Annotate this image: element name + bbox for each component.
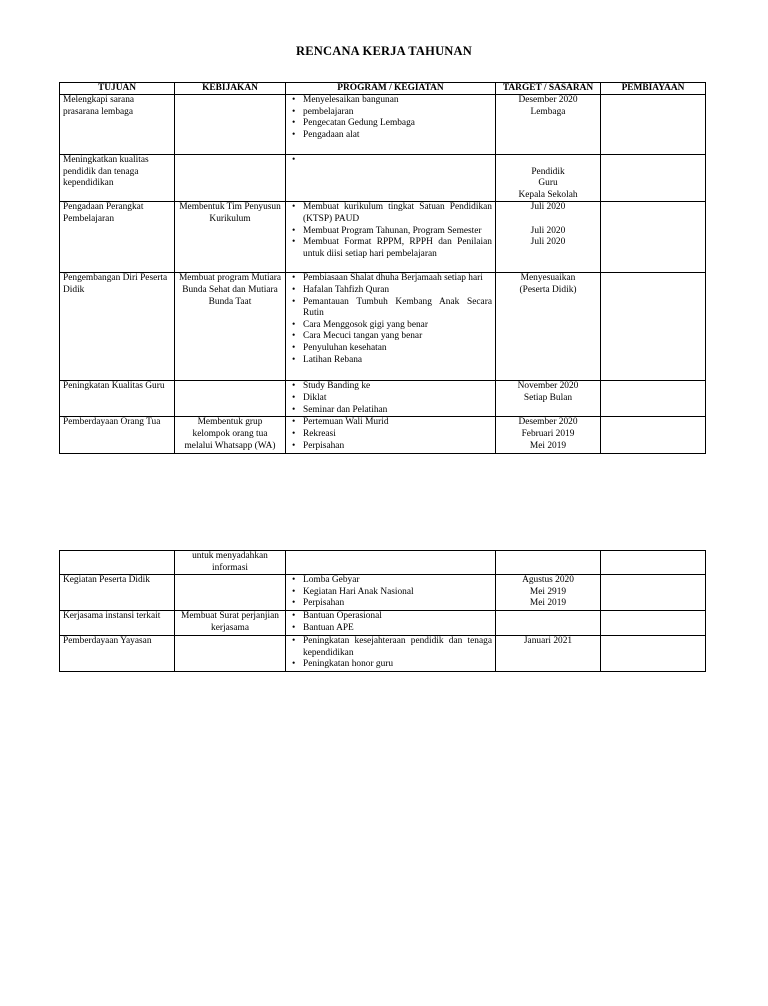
table-row bbox=[60, 202, 706, 273]
target-line bbox=[499, 214, 597, 226]
program-item: • Peningkatan honor guru bbox=[303, 659, 492, 671]
program-list bbox=[289, 611, 492, 634]
cell-pembiayaan bbox=[601, 381, 706, 417]
program-list bbox=[289, 636, 492, 671]
cell-target bbox=[496, 635, 601, 671]
cell-kebijakan bbox=[175, 95, 286, 155]
table-row bbox=[60, 95, 706, 155]
cell-pembiayaan bbox=[601, 635, 706, 671]
table-row bbox=[60, 273, 706, 381]
cell-target bbox=[496, 95, 601, 155]
cell-program bbox=[286, 381, 496, 417]
cell-program bbox=[286, 95, 496, 155]
table-row bbox=[60, 610, 706, 635]
cell-pembiayaan bbox=[601, 551, 706, 575]
header-tujuan: TUJUAN bbox=[60, 83, 175, 95]
program-item: • Pembiasaan Shalat dhuha Berjamaah setiap hari bbox=[303, 273, 492, 285]
program-item: • Seminar dan Pelatihan bbox=[303, 405, 492, 417]
target-line: Juli 2020 bbox=[530, 237, 566, 248]
cell-kebijakan: Membuat Surat perjanjian kerjasama bbox=[175, 610, 286, 635]
program-list bbox=[289, 417, 492, 452]
cell-program bbox=[286, 575, 496, 611]
program-item: • Pertemuan Wali Murid bbox=[303, 417, 492, 429]
cell-target bbox=[496, 155, 601, 202]
target-line: Desember 2020 bbox=[518, 95, 578, 105]
target-line: Agustus 2020 bbox=[522, 575, 574, 586]
cell-program bbox=[286, 610, 496, 635]
header-program: PROGRAM / KEGIATAN bbox=[286, 83, 496, 95]
program-list bbox=[289, 273, 492, 366]
target-line: Januari 2021 bbox=[523, 635, 573, 646]
cell-kebijakan bbox=[175, 381, 286, 417]
program-item: • Rekreasi bbox=[303, 429, 492, 441]
cell-kebijakan: untuk menyadahkan informasi bbox=[175, 551, 286, 575]
cell-kebijakan bbox=[175, 575, 286, 611]
target-line bbox=[499, 155, 597, 167]
cell-tujuan: Kegiatan Peserta Didik bbox=[60, 575, 175, 611]
cell-tujuan: Melengkapi sarana prasarana lembaga bbox=[60, 95, 175, 155]
program-item: • Perpisahan bbox=[303, 441, 492, 453]
target-line: Mei 2019 bbox=[529, 598, 567, 609]
program-item: • Cara Mecuci tangan yang benar bbox=[303, 331, 492, 343]
program-item: • Kegiatan Hari Anak Nasional bbox=[303, 587, 492, 599]
cell-target bbox=[496, 381, 601, 417]
table-row bbox=[60, 635, 706, 671]
target-line: Mei 2919 bbox=[529, 586, 567, 597]
target-line: Setiap Bulan bbox=[523, 392, 573, 403]
cell-kebijakan: Membentuk grup kelompok orang tua melalui Whatsapp (WA) bbox=[175, 417, 286, 454]
target-line: Pendidik bbox=[531, 166, 565, 177]
target-line: Februari 2019 bbox=[521, 428, 575, 439]
target-line: Juli 2020 bbox=[530, 202, 566, 213]
target-line: Lembaga bbox=[530, 106, 566, 117]
program-item: • Pemantauan Tumbuh Kembang Anak Secara Rutin bbox=[303, 297, 492, 320]
target-line: Menyesuaikan bbox=[520, 273, 576, 284]
program-list bbox=[289, 575, 492, 610]
cell-tujuan: Kerjasama instansi terkait bbox=[60, 610, 175, 635]
target-line: Guru bbox=[538, 178, 558, 189]
cell-tujuan: Pemberdayaan Orang Tua bbox=[60, 417, 175, 454]
cell-program bbox=[286, 202, 496, 273]
target-line: (Peserta Didik) bbox=[519, 284, 577, 295]
cell-pembiayaan bbox=[601, 273, 706, 381]
cell-pembiayaan bbox=[601, 417, 706, 454]
program-item: • Latihan Rebana bbox=[303, 355, 492, 367]
cell-kebijakan: Membuat program Mutiara Bunda Sehat dan Mutiara Bunda Taat bbox=[175, 273, 286, 381]
target-line: Kepala Sekolah bbox=[518, 189, 578, 200]
program-item: • Bantuan APE bbox=[303, 623, 492, 635]
cell-pembiayaan bbox=[601, 202, 706, 273]
cell-target bbox=[496, 202, 601, 273]
cell-kebijakan bbox=[175, 155, 286, 202]
cell-program bbox=[286, 417, 496, 454]
work-plan-table-continued bbox=[59, 550, 706, 672]
document-title: RENCANA KERJA TAHUNAN bbox=[296, 44, 472, 58]
program-item: • Membuat Program Tahunan, Program Semester bbox=[303, 226, 492, 238]
program-item: • Hafalan Tahfizh Quran bbox=[303, 285, 492, 297]
header-target: TARGET / SASARAN bbox=[496, 83, 601, 95]
cell-tujuan: Meningkatkan kualitas pendidik dan tenaga kependidikan bbox=[60, 155, 175, 202]
program-list bbox=[289, 381, 492, 416]
program-item: • Perpisahan bbox=[303, 598, 492, 610]
program-item: • pembelajaran bbox=[303, 107, 492, 119]
cell-kebijakan: Membentuk Tim Penyusun Kurikulum bbox=[175, 202, 286, 273]
program-item: • Menyelesaikan bangunan bbox=[303, 95, 492, 107]
program-item: • Penyuluhan kesehatan bbox=[303, 343, 492, 355]
target-line: Mei 2019 bbox=[529, 440, 567, 451]
target-line: Desember 2020 bbox=[518, 417, 578, 428]
cell-target bbox=[496, 273, 601, 381]
cell-pembiayaan bbox=[601, 95, 706, 155]
cell-kebijakan bbox=[175, 635, 286, 671]
cell-program bbox=[286, 551, 496, 575]
cell-pembiayaan bbox=[601, 575, 706, 611]
program-item: • Diklat bbox=[303, 393, 492, 405]
table-row bbox=[60, 575, 706, 611]
target-line: Juli 2020 bbox=[530, 225, 566, 236]
table-row bbox=[60, 155, 706, 202]
table-header-row bbox=[60, 83, 706, 95]
cell-tujuan: Pengadaan Perangkat Pembelajaran bbox=[60, 202, 175, 273]
program-item: • Lomba Gebyar bbox=[303, 575, 492, 587]
program-item: • Study Banding ke bbox=[303, 381, 492, 393]
program-item: • Membuat Format RPPM, RPPH dan Penilaian untuk diisi setiap hari pembelajaran bbox=[303, 237, 492, 260]
cell-tujuan: Pengembangan Diri Peserta Didik bbox=[60, 273, 175, 381]
cell-pembiayaan bbox=[601, 610, 706, 635]
program-item: • Pengadaan alat bbox=[303, 130, 492, 142]
cell-program bbox=[286, 635, 496, 671]
program-list bbox=[289, 202, 492, 260]
cell-program bbox=[286, 273, 496, 381]
header-pembiayaan: PEMBIAYAAN bbox=[601, 83, 706, 95]
cell-target bbox=[496, 417, 601, 454]
table-row bbox=[60, 381, 706, 417]
program-list bbox=[289, 95, 492, 141]
program-item: • Bantuan Operasional bbox=[303, 611, 492, 623]
header-kebijakan: KEBIJAKAN bbox=[175, 83, 286, 95]
target-line: November 2020 bbox=[517, 381, 579, 392]
table-row bbox=[60, 551, 706, 575]
program-item: • Pengecatan Gedung Lembaga bbox=[303, 118, 492, 130]
cell-target bbox=[496, 551, 601, 575]
cell-target bbox=[496, 610, 601, 635]
table-row bbox=[60, 417, 706, 454]
cell-target bbox=[496, 575, 601, 611]
cell-tujuan: Peningkatan Kualitas Guru bbox=[60, 381, 175, 417]
program-item: • Membuat kurikulum tingkat Satuan Pendidikan (KTSP) PAUD bbox=[303, 202, 492, 225]
program-item: • Peningkatan kesejahteraan pendidik dan tenaga kependidikan bbox=[303, 636, 492, 659]
cell-program bbox=[286, 155, 496, 202]
program-item: • Cara Menggosok gigi yang benar bbox=[303, 320, 492, 332]
work-plan-table bbox=[59, 82, 706, 454]
cell-tujuan: Pemberdayaan Yayasan bbox=[60, 635, 175, 671]
cell-pembiayaan bbox=[601, 155, 706, 202]
cell-tujuan bbox=[60, 551, 175, 575]
